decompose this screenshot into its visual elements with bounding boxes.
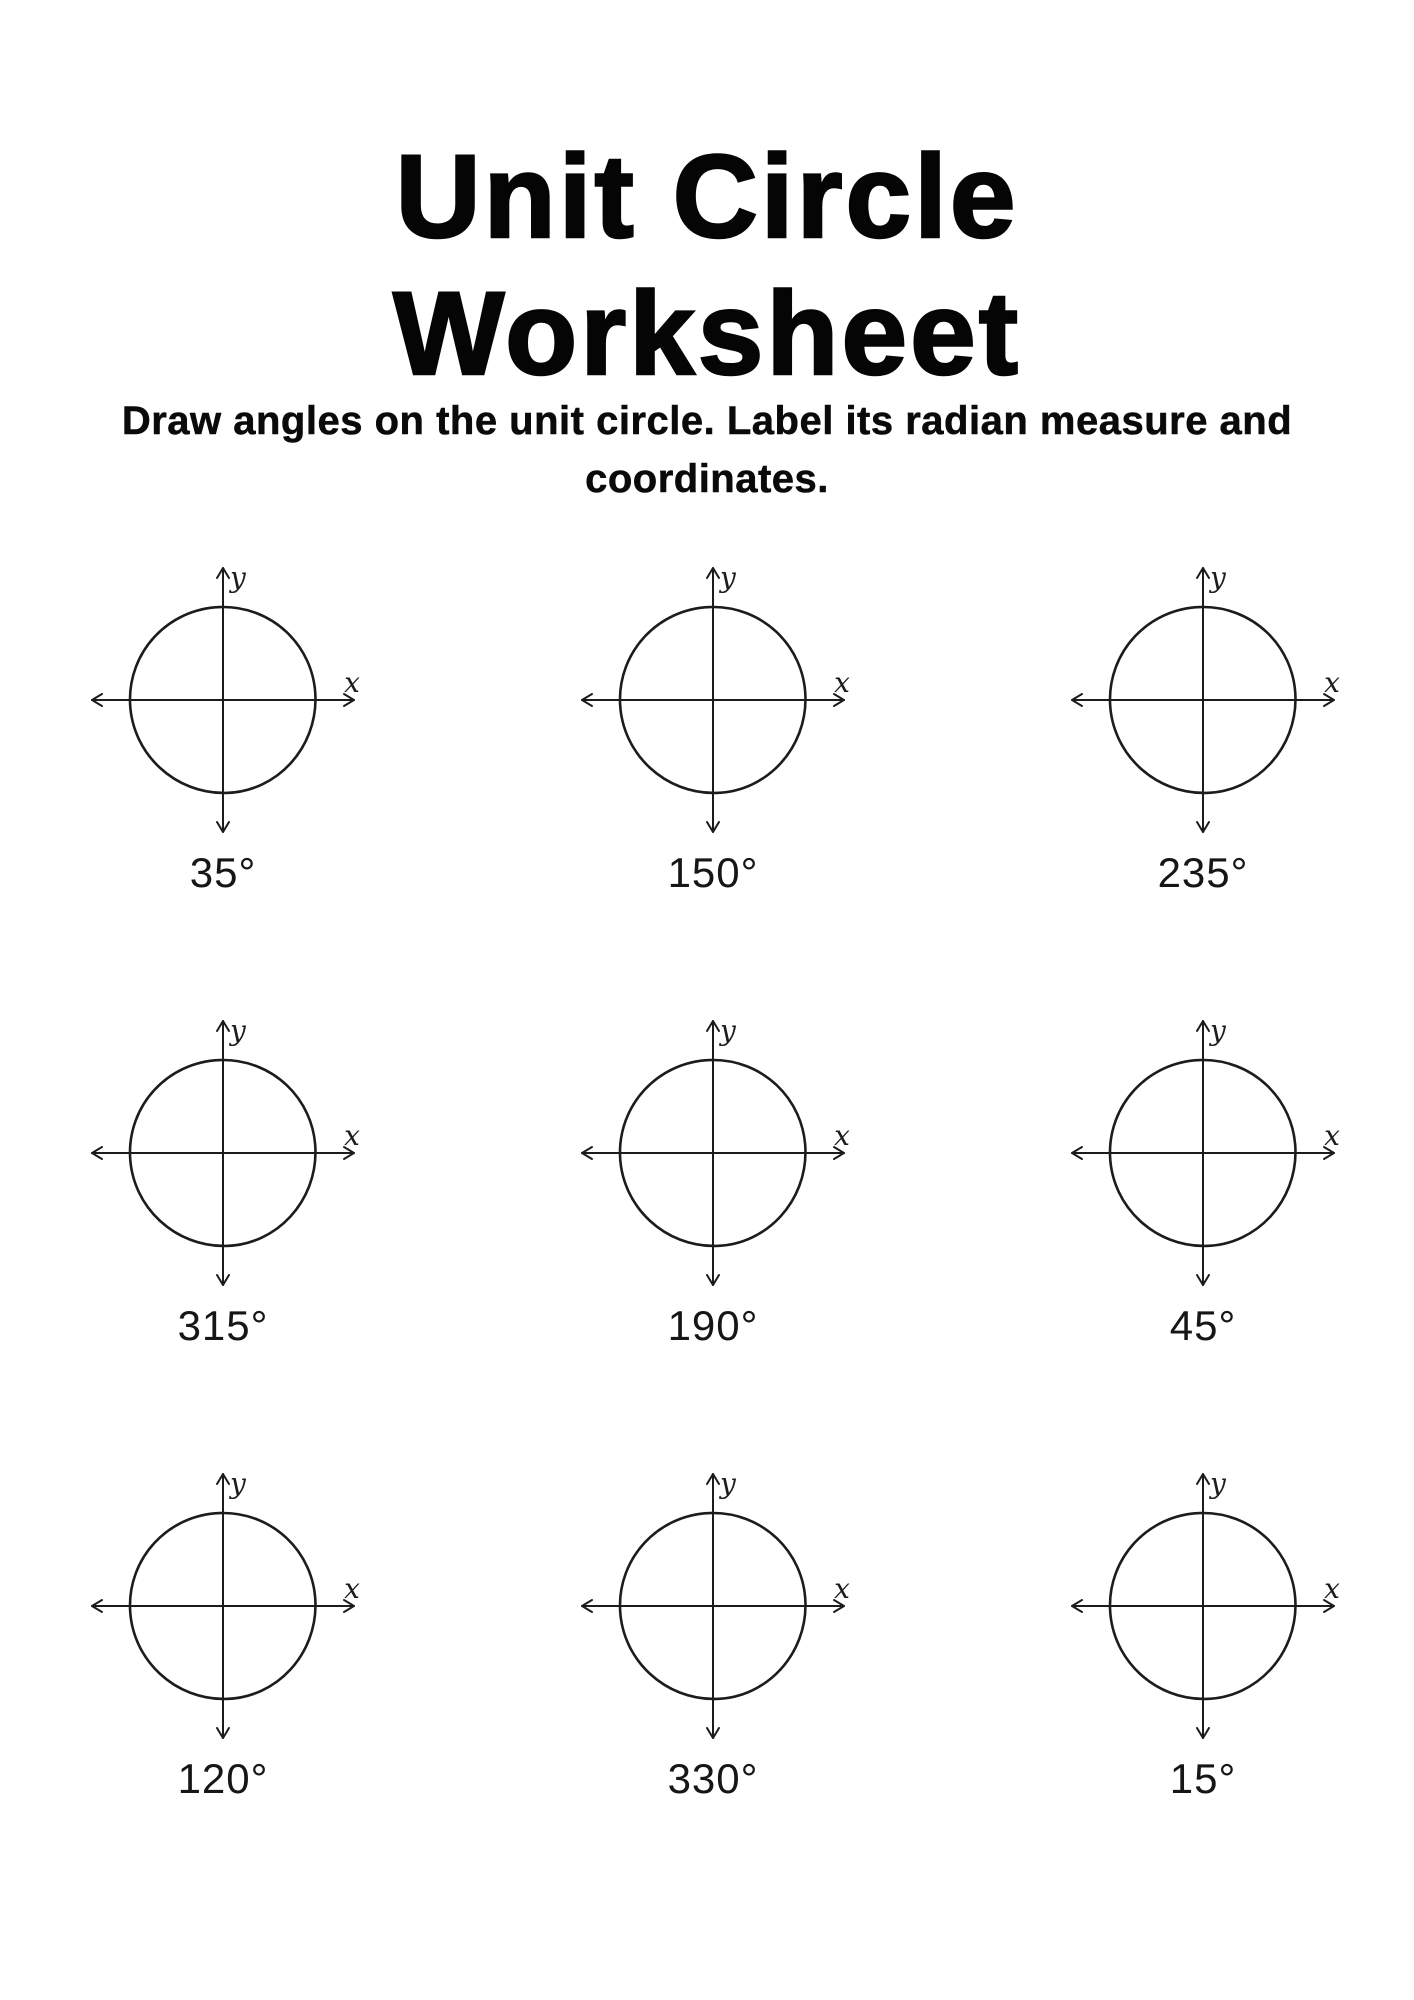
unit-circle-plot: [73, 564, 373, 836]
unit-circle-plot: [1053, 1470, 1353, 1742]
unit-circle-plot: [563, 564, 863, 836]
angle-label: 235°: [1157, 849, 1249, 896]
x-axis-label: x: [834, 1119, 850, 1152]
x-axis-label: x: [344, 1119, 360, 1152]
y-axis-label: y: [720, 564, 736, 594]
x-axis-label: x: [1324, 1119, 1340, 1152]
page-title: [0, 129, 1414, 403]
y-axis-label: y: [720, 1017, 736, 1047]
page-title-line1: Unit Circle: [395, 131, 1019, 264]
y-axis-label: y: [230, 564, 246, 594]
unit-circle-diagram: [1053, 564, 1353, 896]
angle-label: 15°: [1169, 1755, 1237, 1802]
angle-label: 150°: [667, 849, 759, 896]
y-axis-label: y: [1210, 1017, 1226, 1047]
x-axis-label: x: [834, 666, 850, 699]
unit-circle-plot: [563, 1470, 863, 1742]
unit-circle-plot: [1053, 564, 1353, 836]
angle-label: 330°: [667, 1755, 759, 1802]
y-axis-label: y: [230, 1470, 246, 1500]
diagram-grid: [73, 564, 1353, 1802]
unit-circle-diagram: [73, 1017, 373, 1349]
y-axis-label: y: [1210, 1470, 1226, 1500]
unit-circle-diagram: [73, 1470, 373, 1802]
unit-circle-diagram: [1053, 1017, 1353, 1349]
y-axis-label: y: [230, 1017, 246, 1047]
unit-circle-diagram: [1053, 1470, 1353, 1802]
unit-circle-plot: [563, 1017, 863, 1289]
x-axis-label: x: [1324, 1572, 1340, 1605]
instructions-line1: Draw angles on the unit circle. Label its radian measure and: [121, 399, 1293, 443]
x-axis-label: x: [834, 1572, 850, 1605]
unit-circle-plot: [1053, 1017, 1353, 1289]
unit-circle-plot: [73, 1470, 373, 1742]
x-axis-label: x: [1324, 666, 1340, 699]
unit-circle-diagram: [563, 1017, 863, 1349]
angle-label: 120°: [177, 1755, 269, 1802]
y-axis-label: y: [1210, 564, 1226, 594]
page-title-line2: Worksheet: [392, 268, 1022, 401]
angle-label: 315°: [177, 1302, 269, 1349]
angle-label: 190°: [667, 1302, 759, 1349]
instructions-line2: coordinates.: [585, 457, 829, 501]
instructions: [0, 392, 1414, 508]
angle-label: 35°: [189, 849, 257, 896]
unit-circle-diagram: [73, 564, 373, 896]
unit-circle-diagram: [563, 1470, 863, 1802]
y-axis-label: y: [720, 1470, 736, 1500]
x-axis-label: x: [344, 1572, 360, 1605]
unit-circle-diagram: [563, 564, 863, 896]
x-axis-label: x: [344, 666, 360, 699]
unit-circle-plot: [73, 1017, 373, 1289]
angle-label: 45°: [1169, 1302, 1237, 1349]
